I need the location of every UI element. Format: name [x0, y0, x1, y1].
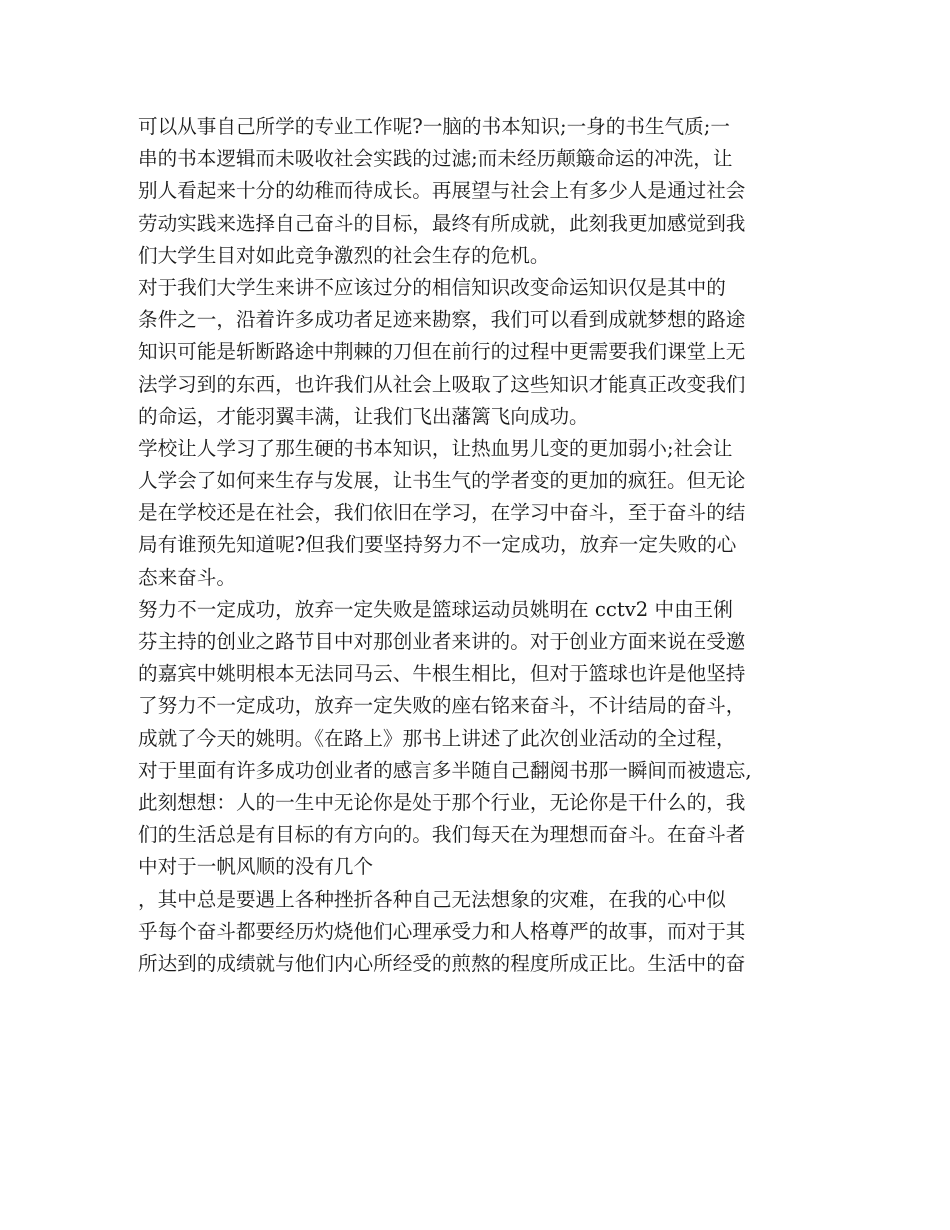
text-line: 学校让人学习了那生硬的书本知识，让热血男儿变的更加弱小;社会让 [138, 436, 733, 460]
text-line: 局有谁预先知道呢?但我们要坚持努力不一定成功，放弃一定失败的心 [138, 533, 737, 557]
text-line: 知识可能是斩断路途中荆棘的刀但在前行的过程中更需要我们课堂上无 [138, 340, 746, 364]
text-line: 中对于一帆风顺的没有几个 [138, 855, 374, 879]
text-line: 芬主持的创业之路节目中对那创业者来讲的。对于创业方面来说在受邀 [138, 630, 746, 653]
text-line: 对于里面有许多成功创业者的感言多半随自己翻阅书那一瞬间而被遗忘, [138, 758, 752, 782]
text-line: 努力不一定成功，放弃一定失败是篮球运动员姚明在 cctv2 中由王俐 [138, 597, 733, 621]
text-line: 们的生活总是有目标的有方向的。我们每天在为理想而奋斗。在奋斗者 [138, 823, 746, 847]
text-line: ，其中总是要遇上各种挫折各种自己无法想象的灾难，在我的心中似 [138, 887, 726, 911]
text-line: 乎每个奋斗都要经历灼烧他们心理承受力和人格尊严的故事，而对于其 [138, 919, 746, 943]
text-line: 法学习到的东西，也许我们从社会上吸取了这些知识才能真正改变我们 [138, 372, 746, 396]
text-line: 的嘉宾中姚明根本无法同马云、牛根生相比，但对于篮球也许是他坚持 [138, 662, 746, 686]
text-line: 串的书本逻辑而未吸收社会实践的过滤;而未经历颠簸命运的冲洗，让 [138, 147, 733, 171]
text-line: 劳动实践来选择自己奋斗的目标，最终有所成就，此刻我更加感觉到我 [138, 211, 746, 235]
text-line: 对于我们大学生来讲不应该过分的相信知识改变命运知识仅是其中的 [138, 275, 726, 299]
text-line: 别人看起来十分的幼稚而待成长。再展望与社会上有多少人是通过社会 [138, 179, 746, 203]
body-text [138, 111, 828, 980]
text-line: 是在学校还是在社会，我们依旧在学习，在学习中奋斗，至于奋斗的结 [138, 501, 746, 525]
text-line: 态来奋斗。 [138, 565, 236, 589]
text-line: 人学会了如何来生存与发展，让书生气的学者变的更加的疯狂。但无论 [138, 469, 746, 493]
text-line: 可以从事自己所学的专业工作呢?一脑的书本知识;一身的书生气质;一 [138, 115, 730, 138]
text-line: 的命运，才能羽翼丰满，让我们飞出藩篱飞向成功。 [138, 404, 589, 428]
text-line: 条件之一，沿着许多成功者足迹来勘察，我们可以看到成就梦想的路途 [138, 308, 746, 332]
text-line: 们大学生目对如此竞争激烈的社会生存的危机。 [138, 243, 550, 267]
text-line: 了努力不一定成功，放弃一定失败的座右铭来奋斗，不计结局的奋斗， [138, 694, 746, 718]
text-line: 成就了今天的姚明。《在路上》那书上讲述了此次创业活动的全过程， [138, 726, 736, 750]
text-line: 此刻想想：人的一生中无论你是处于那个行业，无论你是干什么的，我 [138, 790, 746, 814]
text-line: 所达到的成绩就与他们内心所经受的煎熬的程度所成正比。生活中的奋 [138, 951, 746, 975]
